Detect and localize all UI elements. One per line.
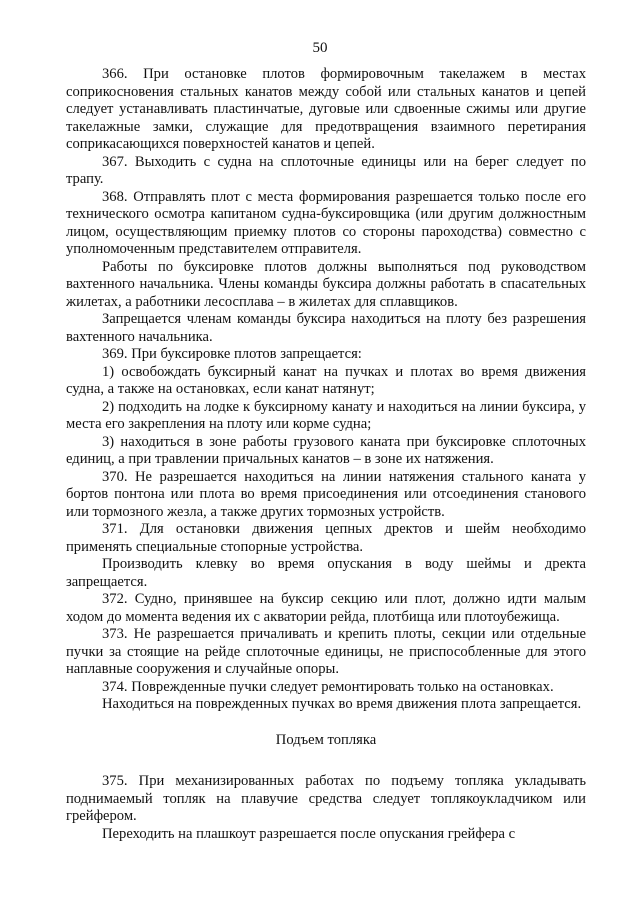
paragraph-369: 369. При буксировке плотов запрещается: (102, 346, 362, 362)
list-item-369-1: 1) освобождать буксирный канат на пучках и плотах во время движения судна, а также на остановках, если канат натянут; (66, 363, 586, 397)
paragraph-371: 371. Для остановки движения цепных дректов и шейм необходимо применять специальные стопорные устройства. (66, 521, 586, 555)
paragraph-375: 375. При механизированных работах по подъему топляка укладывать поднимаемый топляк на плавучие средства следует топлякоукладчиком или грейфером. (66, 773, 586, 824)
page-number: 50 (312, 40, 328, 56)
list-item-369-2: 2) подходить на лодке к буксирному канату и находиться на линии буксира, у места его закрепления на плоту или корме судна; (66, 398, 586, 432)
paragraph-klevka-prohibition: Производить клевку во время опускания в воду шеймы и дректа запрещается. (66, 556, 586, 590)
paragraph-366: 366. При остановке плотов формировочным такелажем в местах соприкосновения стальных канатов между собой или стальных канатов и цепей следует устанавливать пластинчатые, дуговые или сдвоенные сжимы или другие такелажные замки, служащие для предотвращения взаимного перетирания соприкасающихся поверхностей канатов и цепей. (66, 66, 586, 152)
paragraph-368: 368. Отправлять плот с места формирования разрешается только после его технического осмотра капитаном судна-буксировщика (или другим должностным лицом, осуществляющим приемку плотов со стороны пароходства) совместно с уполномоченным представителем отправителя. (66, 188, 586, 257)
paragraph-372: 372. Судно, принявшее на буксир секцию или плот, должно идти малым ходом до момента ведения их с акватории рейда, плотбища или плотоубежища. (66, 591, 586, 625)
paragraph-374: 374. Поврежденные пучки следует ремонтировать только на остановках. (102, 678, 554, 695)
document-body (66, 66, 586, 843)
section-heading: Подъем топляка (275, 731, 377, 748)
paragraph-towing-supervision: Работы по буксировке плотов должны выполняться под руководством вахтенного начальника. Члены команды буксира должны работать в спасательных жилетах, а работники лесосплава – в жилетах для сплавщиков. (66, 258, 586, 310)
paragraph-damaged-bundles: Находиться на поврежденных пучках во время движения плота запрещается. (102, 696, 582, 712)
paragraph-raft-prohibition: Запрещается членам команды буксира находиться на плоту без разрешения вахтенного начальника. (66, 311, 586, 345)
paragraph-370: 370. Не разрешается находиться на линии натяжения стального каната у бортов понтона или плота во время присоединения или отсоединения станового или тормозного жезла, а также других тормозных устройств. (66, 468, 586, 520)
paragraph-373: 373. Не разрешается причаливать и крепить плоты, секции или отдельные пучки за стоящие на рейде сплоточные единицы, не приспособленные для этого наплавные сооружения и случайные опоры. (66, 626, 586, 677)
list-item-369-3: 3) находиться в зоне работы грузового каната при буксировке сплоточных единиц, а при травлении причальных канатов – в зоне их натяжения. (66, 433, 586, 467)
paragraph-367: 367. Выходить с судна на сплоточные единицы или на берег следует по трапу. (66, 153, 586, 187)
paragraph-plashkout: Переходить на плашкоут разрешается после опускания грейфера с (102, 825, 516, 842)
